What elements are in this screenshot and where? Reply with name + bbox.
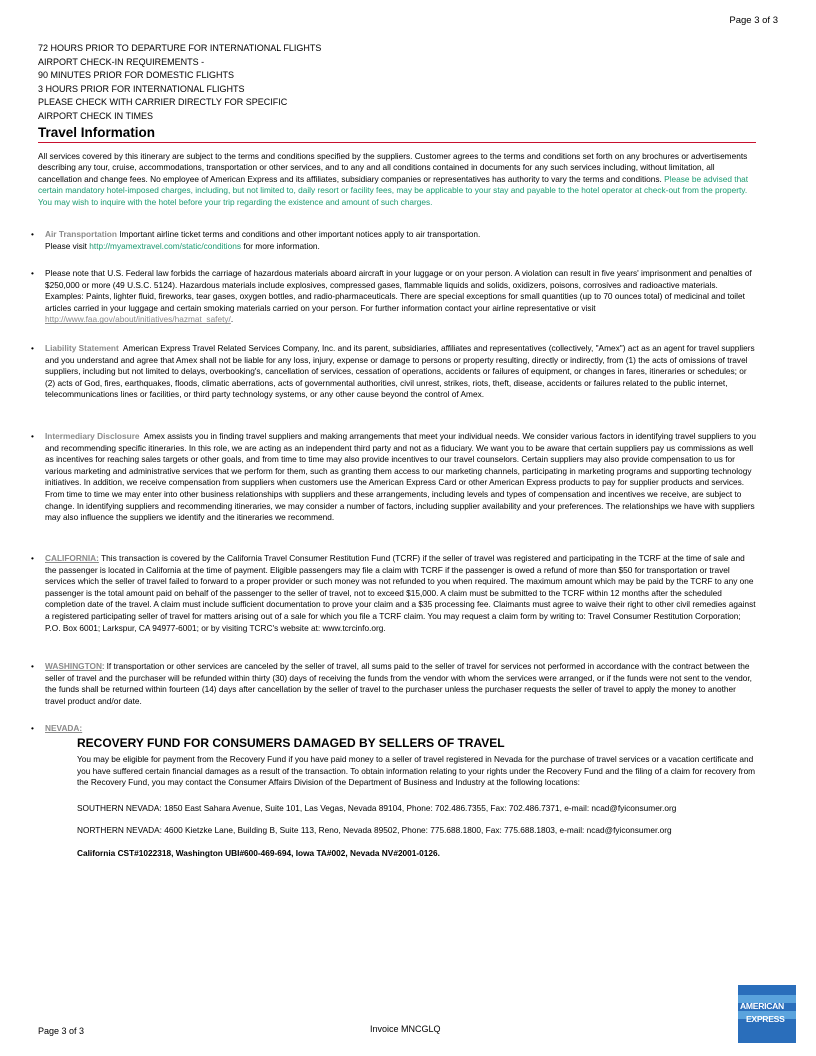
nevada-recovery-fund-body: You may be eligible for payment from the Recovery Fund if you have paid money to a seller of travel registered in Nevada for the purchase of travel services or a vacation certificate and you have suffered certain financial damages as a result of the transaction. To obtain information relating to your rights under the Recovery Fund and the filing of a claim for recovery from the Recovery Fund, you may contact the Consumer Affairs Division of the Department of Business and Industry at the following locations: — [77, 754, 756, 787]
air-visit-prefix: Please visit — [45, 240, 87, 251]
intermediary-text: Amex assists you in finding travel suppliers and making arrangements that meet your individual needs. We consider various factors in identifying travel suppliers to you and recommending specific itineraries. In this role, we are acting as an independent third party and not as a fiduciary. We want you to be aware that certain suppliers pay us commissions as well as incentives for reaching sales targets or other goals, and from time to time may also provide incentives to our travel counselors. Certain suppliers may also provide compensation to us for various marketing and administrative services that we perform for them, such as granting them access to our marketing channels, participating in marketing programs and supporting technology initiatives. In addition, we receive compensation from suppliers when customers use the American Express Card or other American Express products to pay for supplier products and services. From time to time we may enter into other business relationships with suppliers and these arrangements, including levels and types of compensation and incentives we receive, are subject to change. In identifying suppliers and recommending itineraries, we may consider a number of factors, including supplier availability and your preferences. The relationships we have with suppliers may also influence the suppliers we identify and the itineraries we recommend. — [45, 431, 756, 523]
air-transportation-text: Important airline ticket terms and conditions and other important notices apply to air transportation. — [119, 229, 481, 239]
intermediary-label: Intermediary Disclosure — [45, 431, 140, 441]
liability-label: Liability Statement — [45, 343, 119, 353]
faa-hazmat-link[interactable]: http://www.faa.gov/about/initiatives/hazmat_safety/ — [45, 314, 231, 325]
air-transportation-label: Air Transportation — [45, 229, 117, 239]
washington-label: WASHINGTON — [45, 661, 103, 671]
bullet: • — [31, 723, 34, 733]
washington-text: : If transportation or other services are canceled by the seller of travel, all sums paid to the seller of travel for services not performed in accordance with the contract between the seller of travel and the purchaser will be refunded within thirty (30) days of receiving the funds from the vendor with whom the services were arranged, or if the funds were not sent to the vendor, the funds shall be returned within fourteen (14) days after cancellation by the seller of travel to the purchaser unless the purchaser requests the seller of travel to apply the money to another travel product and/or date. — [45, 661, 752, 706]
intermediary-item — [31, 431, 756, 524]
bullet: • — [31, 229, 34, 239]
southern-nevada-contact: SOUTHERN NEVADA: 1850 East Sahara Avenue, Suite 101, Las Vegas, Nevada 89104, Phone: 702.486.7355, Fax: 702.486.7371, e-mail: ncad@fyiconsumer.org — [77, 803, 677, 813]
nevada-recovery-fund-title: RECOVERY FUND FOR CONSUMERS DAMAGED BY SELLERS OF TRAVEL — [77, 736, 505, 750]
header-page-number: Page 3 of 3 — [729, 15, 778, 26]
registered-mark: ® — [738, 1039, 743, 1045]
conditions-link[interactable]: http://myamextravel.com/static/conditions — [89, 240, 241, 251]
checkin-requirements — [38, 42, 321, 124]
checkin-line: 3 HOURS PRIOR FOR INTERNATIONAL FLIGHTS — [38, 83, 245, 94]
liability-item — [31, 343, 756, 401]
california-label: CALIFORNIA: — [45, 553, 99, 563]
hazmat-text: Please note that U.S. Federal law forbids the carriage of hazardous materials aboard aircraft in your luggage or on your person. A violation can result in five years' imprisonment and penalties of $250,000 or more (49 U.S.C. 5124). Hazardous materials include explosives, compressed gases, flammable liquids and solids, oxidizers, poisons, corrosives and radioactive materials. Examples: Paints, lighter fluid, fireworks, tear gases, oxygen bottles, and radio-pharmaceuticals. There are special exceptions for small quantities (up to 70 ounces total) of medicinal and toilet articles carried in your luggage and certain smoking materials carried on your person. For further information contact your airline representative or visit — [45, 268, 752, 313]
bullet: • — [31, 553, 34, 563]
intro-terms-text: All services covered by this itinerary are subject to the terms and conditions specified by the suppliers. Customer agrees to the terms and conditions set forth on any brochures or advertisements describing any tour, cruise, accommodations, transportation or other services, and to any and all conditions contained in documents for any such services including, without limitation, all cancellation and change fees. No employee of American Express and its affiliates, subsidiary companies or representatives has authority to vary the terms and conditions. — [38, 151, 748, 184]
checkin-line: 90 MINUTES PRIOR FOR DOMESTIC FLIGHTS — [38, 70, 235, 81]
northern-nevada-contact: NORTHERN NEVADA: 4600 Kietzke Lane, Building B, Suite 113, Reno, Nevada 89502, Phone: 775.688.1800, Fax: 775.688.1803, e-mail: ncad@fyiconsumer.org — [77, 825, 672, 835]
hazmat-item — [31, 268, 756, 326]
travel-information-heading: Travel Information — [38, 125, 756, 143]
liability-text: American Express Travel Related Services Company, Inc. and its parent, subsidiaries, affiliates and representatives (collectively, "Amex") act as an agent for travel suppliers and you understand and agree that Amex shall not be liable for any loss, injury, expense or damage to persons or property resulting, directly or indirectly, from (1) the acts of omissions of travel suppliers, including but not limited to delays, overbooking's, cancellation of services, cessation of operations, accidents or failures of equipment, or changes in fares, itineraries or schedules; or (2) acts of God, fires, earthquakes, floods, climatic aberrations, acts of governmental authorities, civil unrest, strikes, riots, theft, disease, accidents or failures related to the public internet, telecommunications lines or facilities, or third party technology systems, or any other cause beyond the control of Amex. — [45, 343, 755, 400]
intro-hotel-fees-text: Please be advised that certain mandatory hotel-imposed charges, including, but not limited to, daily resort or facility fees, may be applicable to your stay and payable to the hotel operator at check-out from the property. You may wish to inquire with the hotel before your trip regarding the existence and amount of such charges. — [38, 173, 749, 207]
air-transportation-item — [31, 229, 756, 252]
bullet: • — [31, 431, 34, 441]
bullet: • — [31, 343, 34, 353]
footer-page-number: Page 3 of 3 — [38, 1026, 85, 1036]
logo-word-american: AMERICAN — [740, 1001, 784, 1011]
checkin-line: AIRPORT CHECK-IN REQUIREMENTS - — [38, 56, 205, 67]
hazmat-period: . — [230, 314, 234, 325]
washington-item — [31, 661, 756, 707]
nevada-item — [31, 723, 756, 735]
nevada-label: NEVADA: — [45, 723, 83, 733]
american-express-logo — [738, 985, 796, 1043]
logo-word-express: EXPRESS — [746, 1014, 785, 1024]
california-text: This transaction is covered by the California Travel Consumer Restitution Fund (TCRF) if the seller of travel was registered and participating in the TCRF at the time of sale and the passenger is located in California at the time of payment. Eligible passengers may file a claim with TCRF if the passenger is owed a refund of more than $50 for transportation or travel services which the seller of travel failed to forward to a proper provider or such money was not refunded to you when required. The maximum amount which may be paid by the TCRF to any one passenger is the total amount paid on behalf of the passenger to the seller of travel, not to exceed $15,000. A claim must be submitted to the TCRF within 12 months after the scheduled completion date of the travel. A claim must include sufficient documentation to prove your claim and a $35 processing fee. Claimants must agree to waive their right to other civil remedies against a registered participating seller of travel for matters arising out of a sale for which you file a TCRF claim. You may request a claim form by writing to: Travel Consumer Restitution Corporation; P.O. Box 6001; Larkspur, CA 94977-6001; or by visiting TCRC's website at: www.tcrcinfo.org. — [45, 553, 756, 633]
california-item — [31, 553, 756, 634]
checkin-line: PLEASE CHECK WITH CARRIER DIRECTLY FOR SPECIFIC — [38, 97, 288, 108]
travel-information-intro — [38, 151, 756, 208]
footer-invoice-number: Invoice MNCGLQ — [370, 1024, 441, 1034]
checkin-line: AIRPORT CHECK IN TIMES — [38, 110, 154, 121]
bullet: • — [31, 661, 34, 671]
checkin-line: 72 HOURS PRIOR TO DEPARTURE FOR INTERNATIONAL FLIGHTS — [38, 43, 322, 53]
seller-registrations: California CST#1022318, Washington UBI#600-469-694, Iowa TA#002, Nevada NV#2001-0126. — [77, 848, 440, 858]
air-visit-suffix: for more information. — [243, 240, 320, 251]
bullet: • — [31, 268, 34, 278]
